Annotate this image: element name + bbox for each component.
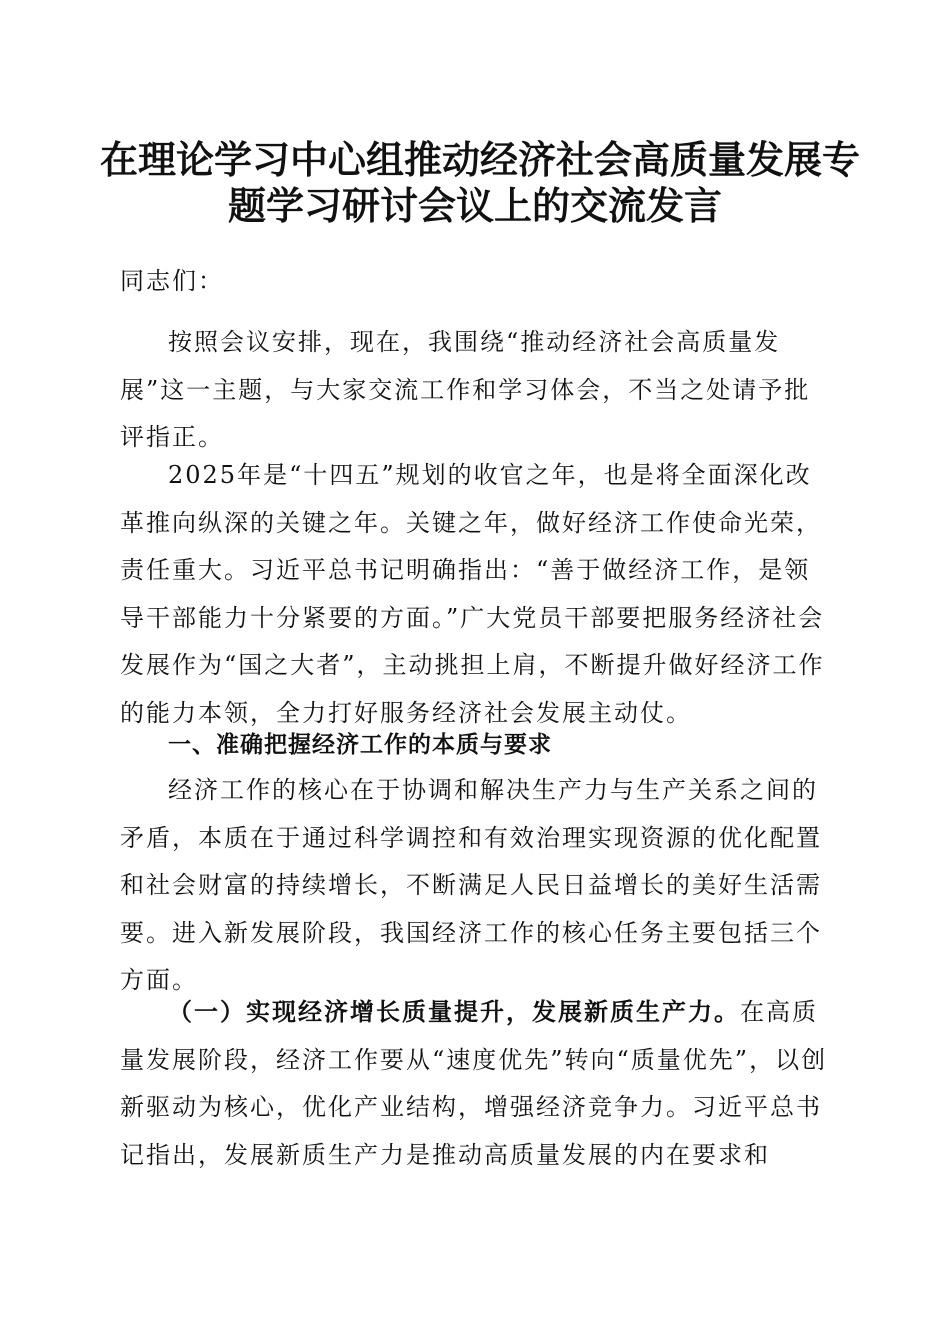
paragraph-4-text (120, 988, 830, 1179)
document-title-line-1: 在理论学习中心组推动经济社会高质量发展专 (100, 137, 861, 182)
paragraph-4 (120, 988, 830, 1179)
section-heading-1: 一、准确把握经济工作的本质与要求 (168, 732, 552, 758)
paragraph-1-text: 按照会议安排，现在，我围绕“推动经济社会高质量发展”这一主题，与大家交流工作和学习体会，不当之处请予批评指正。 (120, 328, 811, 452)
paragraph-2-text: 2025年是“十四五”规划的收官之年，也是将全面深化改革推向纵深的关键之年。关键之年，做好经济工作使命光荣，责任重大。习近平总书记明确指出：“善于做经济工作，是领导干部能力十分紧要的方面。”广大党员干部要把服务经济社会发展作为“国之大者”，主动挑担上肩，不断提升做好经济工作的能力本领，全力打好服务经济社会发展主动仗。 (120, 461, 825, 727)
paragraph-3-text: 经济工作的核心在于协调和解决生产力与生产关系之间的矛盾，本质在于通过科学调控和有效治理实现资源的优化配置和社会财富的持续增长，不断满足人民日益增长的美好生活需要。进入新发展阶段，我国经济工作的核心任务主要包括三个方面。 (120, 776, 822, 995)
paragraph-3 (120, 767, 830, 1005)
document-title-line-2: 题学习研讨会议上的交流发言 (227, 183, 722, 228)
paragraph-4-lead: （一）实现经济增长质量提升，发展新质生产力。 (168, 997, 740, 1026)
salutation: 同志们： (120, 267, 224, 295)
paragraph-2 (120, 452, 830, 738)
paragraph-4-rest: 在高质量发展阶段，经济工作要从“速度优先”转向“质量优先”，以创新驱动为核心，优化产业结构，增强经济竞争力。习近平总书记指出，发展新质生产力是推动高质量发展的内在要求和 (120, 998, 828, 1169)
paragraph-1 (120, 319, 830, 462)
